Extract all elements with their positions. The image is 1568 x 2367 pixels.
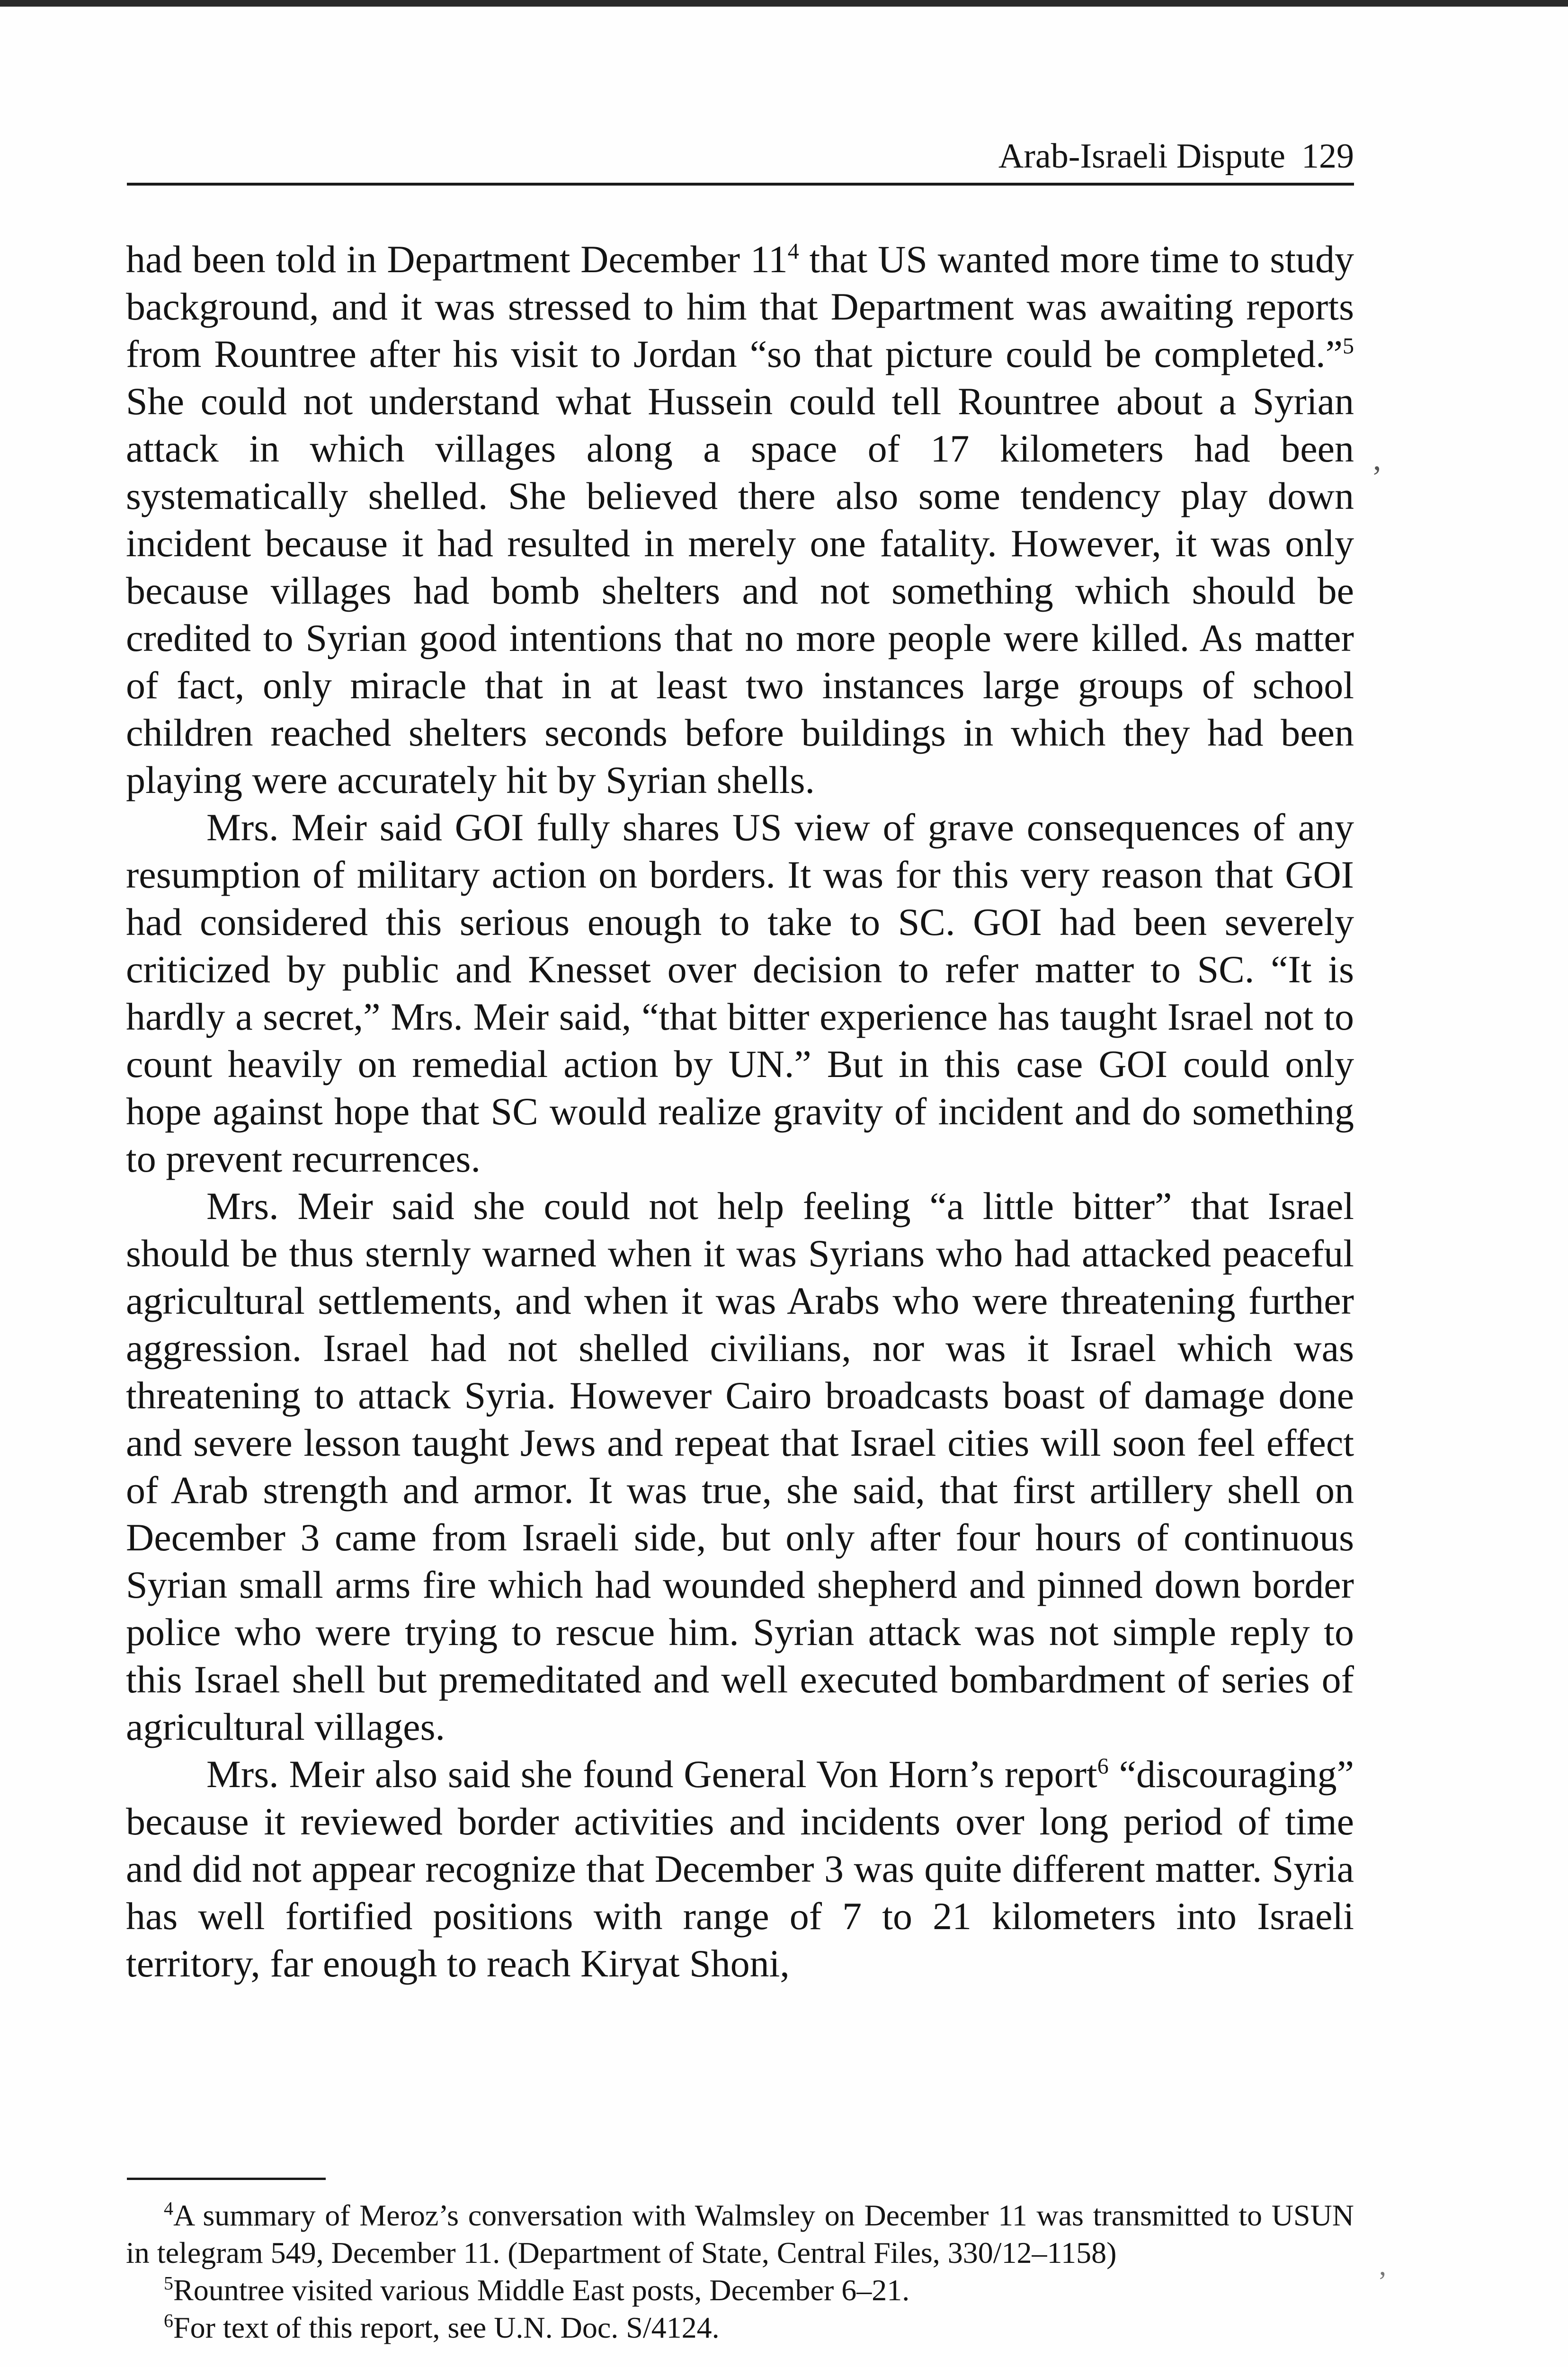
body-text <box>126 236 1354 1987</box>
footnote-rule <box>127 2178 326 2180</box>
paragraph: Mrs. Meir said GOI fully shares US view of grave consequences of any resumption of military action on borders. It was for this very reason that GOI had considered this serious enough to take to SC. GOI had been severely criticized by public and Knesset over decision to refer matter to SC. “It is hardly a secret,” Mrs. Meir said, “that bitter experience has taught Israel not to count heavily on remedial action by UN.” But in this case GOI could only hope against hope that SC would realize gravity of incident and do something to prevent recurrences. <box>126 806 1354 1180</box>
paragraph: Mrs. Meir also said she found General Von Horn’s report$^6$ “discouraging” because it reviewed border activities and incidents over long period of time and did not appear recognize that December 3 was quite different matter. Syria has well fortified positions with range of 7 to 21 kilometers into Israeli territory, far enough to reach Kiryat Shoni, <box>126 1753 1354 1985</box>
running-head <box>127 133 1354 180</box>
footnote <box>126 2197 1354 2271</box>
footnote-text: Rountree visited various Middle East posts, December 6–21. <box>173 2273 910 2307</box>
page-number: 129 <box>1301 137 1354 176</box>
footnotes <box>126 2197 1354 2346</box>
footnote-ref: 6 <box>1097 1753 1109 1779</box>
footnote <box>126 2309 1354 2346</box>
margin-mark: , <box>1373 441 1381 477</box>
footnote-ref: 4 <box>787 239 799 264</box>
margin-mark: ’ <box>1378 2266 1387 2297</box>
footnote-marker: 5 <box>164 2272 173 2294</box>
paragraph: Mrs. Meir said she could not help feeling “a little bitter” that Israel should be thus sternly warned when it was Syrians who had attacked peaceful agricultural settlements, and when it was Arabs who were threatening further aggression. Israel had not shelled civilians, nor was it Israel which was threatening to attack Syria. However Cairo broadcasts boast of damage done and severe lesson taught Jews and repeat that Israel cities will soon feel effect of Arab strength and armor. It was true, she said, that first artillery shell on December 3 came from Israeli side, but only after four hours of continuous Syrian small arms fire which had wounded shepherd and pinned down border police who were trying to rescue him. Syrian attack was not simple reply to this Israel shell but premeditated and well executed bombardment of series of agricultural villages. <box>126 1184 1354 1748</box>
paragraph: had been told in Department December $11^4$ that US wanted more time to study background, and it was stressed to him that Department was awaiting reports from Rountree after his visit to Jordan “so that picture could be completed.”$^5$ She could not understand what Hussein could tell Rountree about a Syrian attack in which villages along a space of 17 kilometers had been systematically shelled. She believed there also some tendency play down incident because it had resulted in merely one fatality. However, it was only because villages had bomb shelters and not something which should be credited to Syrian good intentions that no more people were killed. As matter of fact, only miracle that in at least two instances large groups of school children reached shelters seconds before buildings in which they had been playing were accurately hit by Syrian shells. <box>126 238 1354 801</box>
footnote-marker: 6 <box>164 2310 173 2331</box>
footnote-ref: 5 <box>1343 333 1354 359</box>
scan-top-edge <box>0 0 1568 7</box>
footnote <box>126 2271 1354 2309</box>
footnote-text: For text of this report, see U.N. Doc. S/4124. <box>173 2311 720 2344</box>
footnote-text: A summary of Meroz’s conversation with Walmsley on December 11 was transmitted to USUN in telegram 549, December 11. (Department of State, Central Files, 330/12–1158) <box>126 2198 1354 2269</box>
header-rule <box>127 183 1354 186</box>
running-title: Arab-Israeli Dispute <box>998 137 1285 176</box>
footnote-marker: 4 <box>164 2198 173 2219</box>
